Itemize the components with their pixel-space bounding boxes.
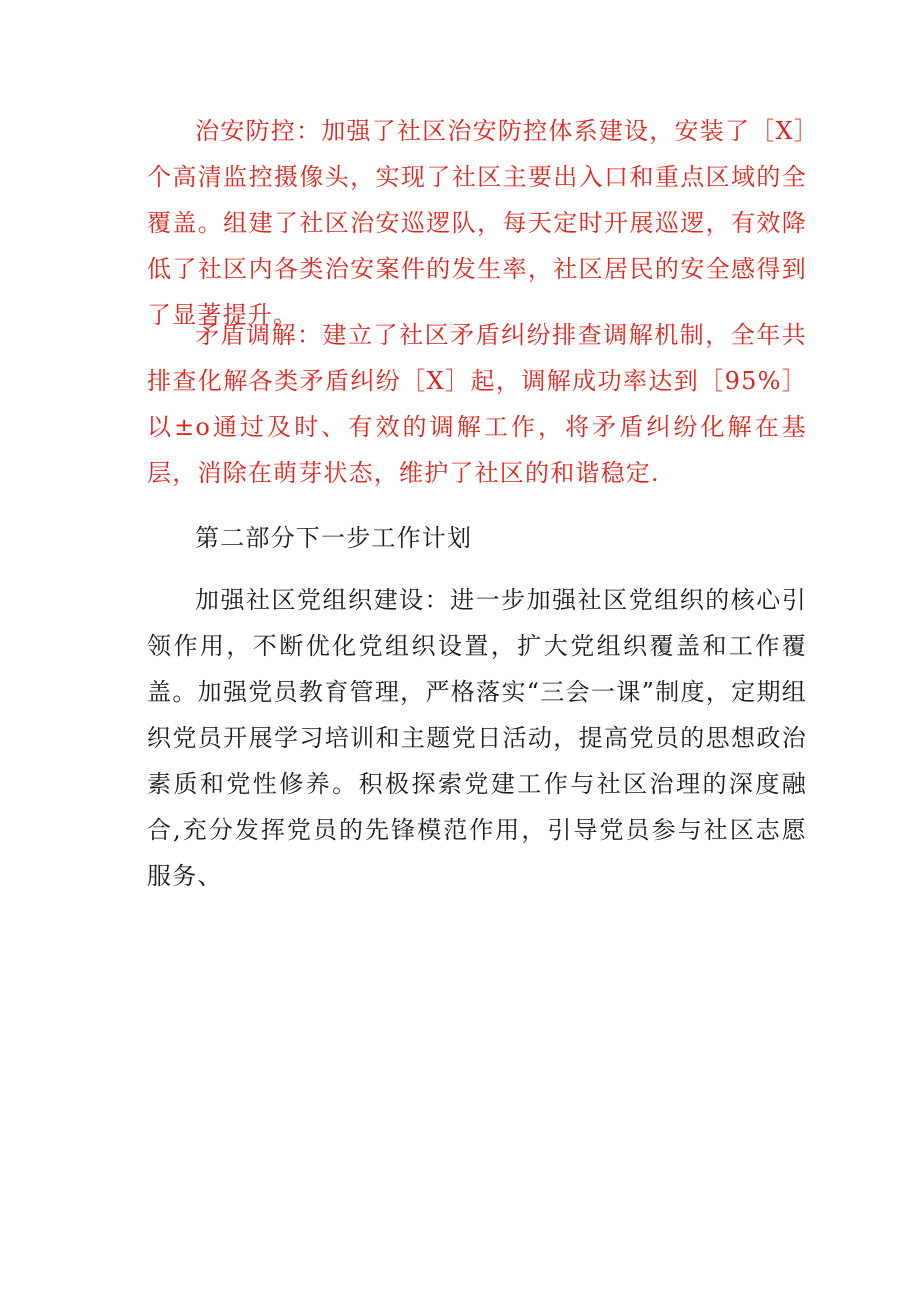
paragraph-conflict-mediation: 矛盾调解：建立了社区矛盾纠纷排查调解机制，全年共排查化解各类矛盾纠纷［X］起，调解成功率达到［95%］以±o通过及时、有效的调解工作，将矛盾纠纷化解在基层，消除在萌芽状态，维护了社区的和谐稳定. <box>147 321 807 487</box>
paragraph-party-building: 加强社区党组织建设：进一步加强社区党组织的核心引领作用，不断优化党组织设置，扩大党组织覆盖和工作覆盖。加强党员教育管理，严格落实“三会一课”制度，定期组织党员开展学习培训和主题党日活动，提高党员的思想政治素质和党性修养。积极探索党建工作与社区治理的深度融合,充分发挥党员的先锋模范作用，引导党员参与社区志愿服务、 <box>147 586 807 890</box>
paragraph-security-control: 治安防控：加强了社区治安防控体系建设，安装了［X］个高清监控摄像头，实现了社区主要出入口和重点区域的全覆盖。组建了社区治安巡逻队，每天定时开展巡逻，有效降低了社区内各类治安案件的发生率，社区居民的安全感得到了显著提升。 <box>147 117 807 329</box>
section-heading-part-two: 第二部分下一步工作计划 <box>195 524 473 552</box>
